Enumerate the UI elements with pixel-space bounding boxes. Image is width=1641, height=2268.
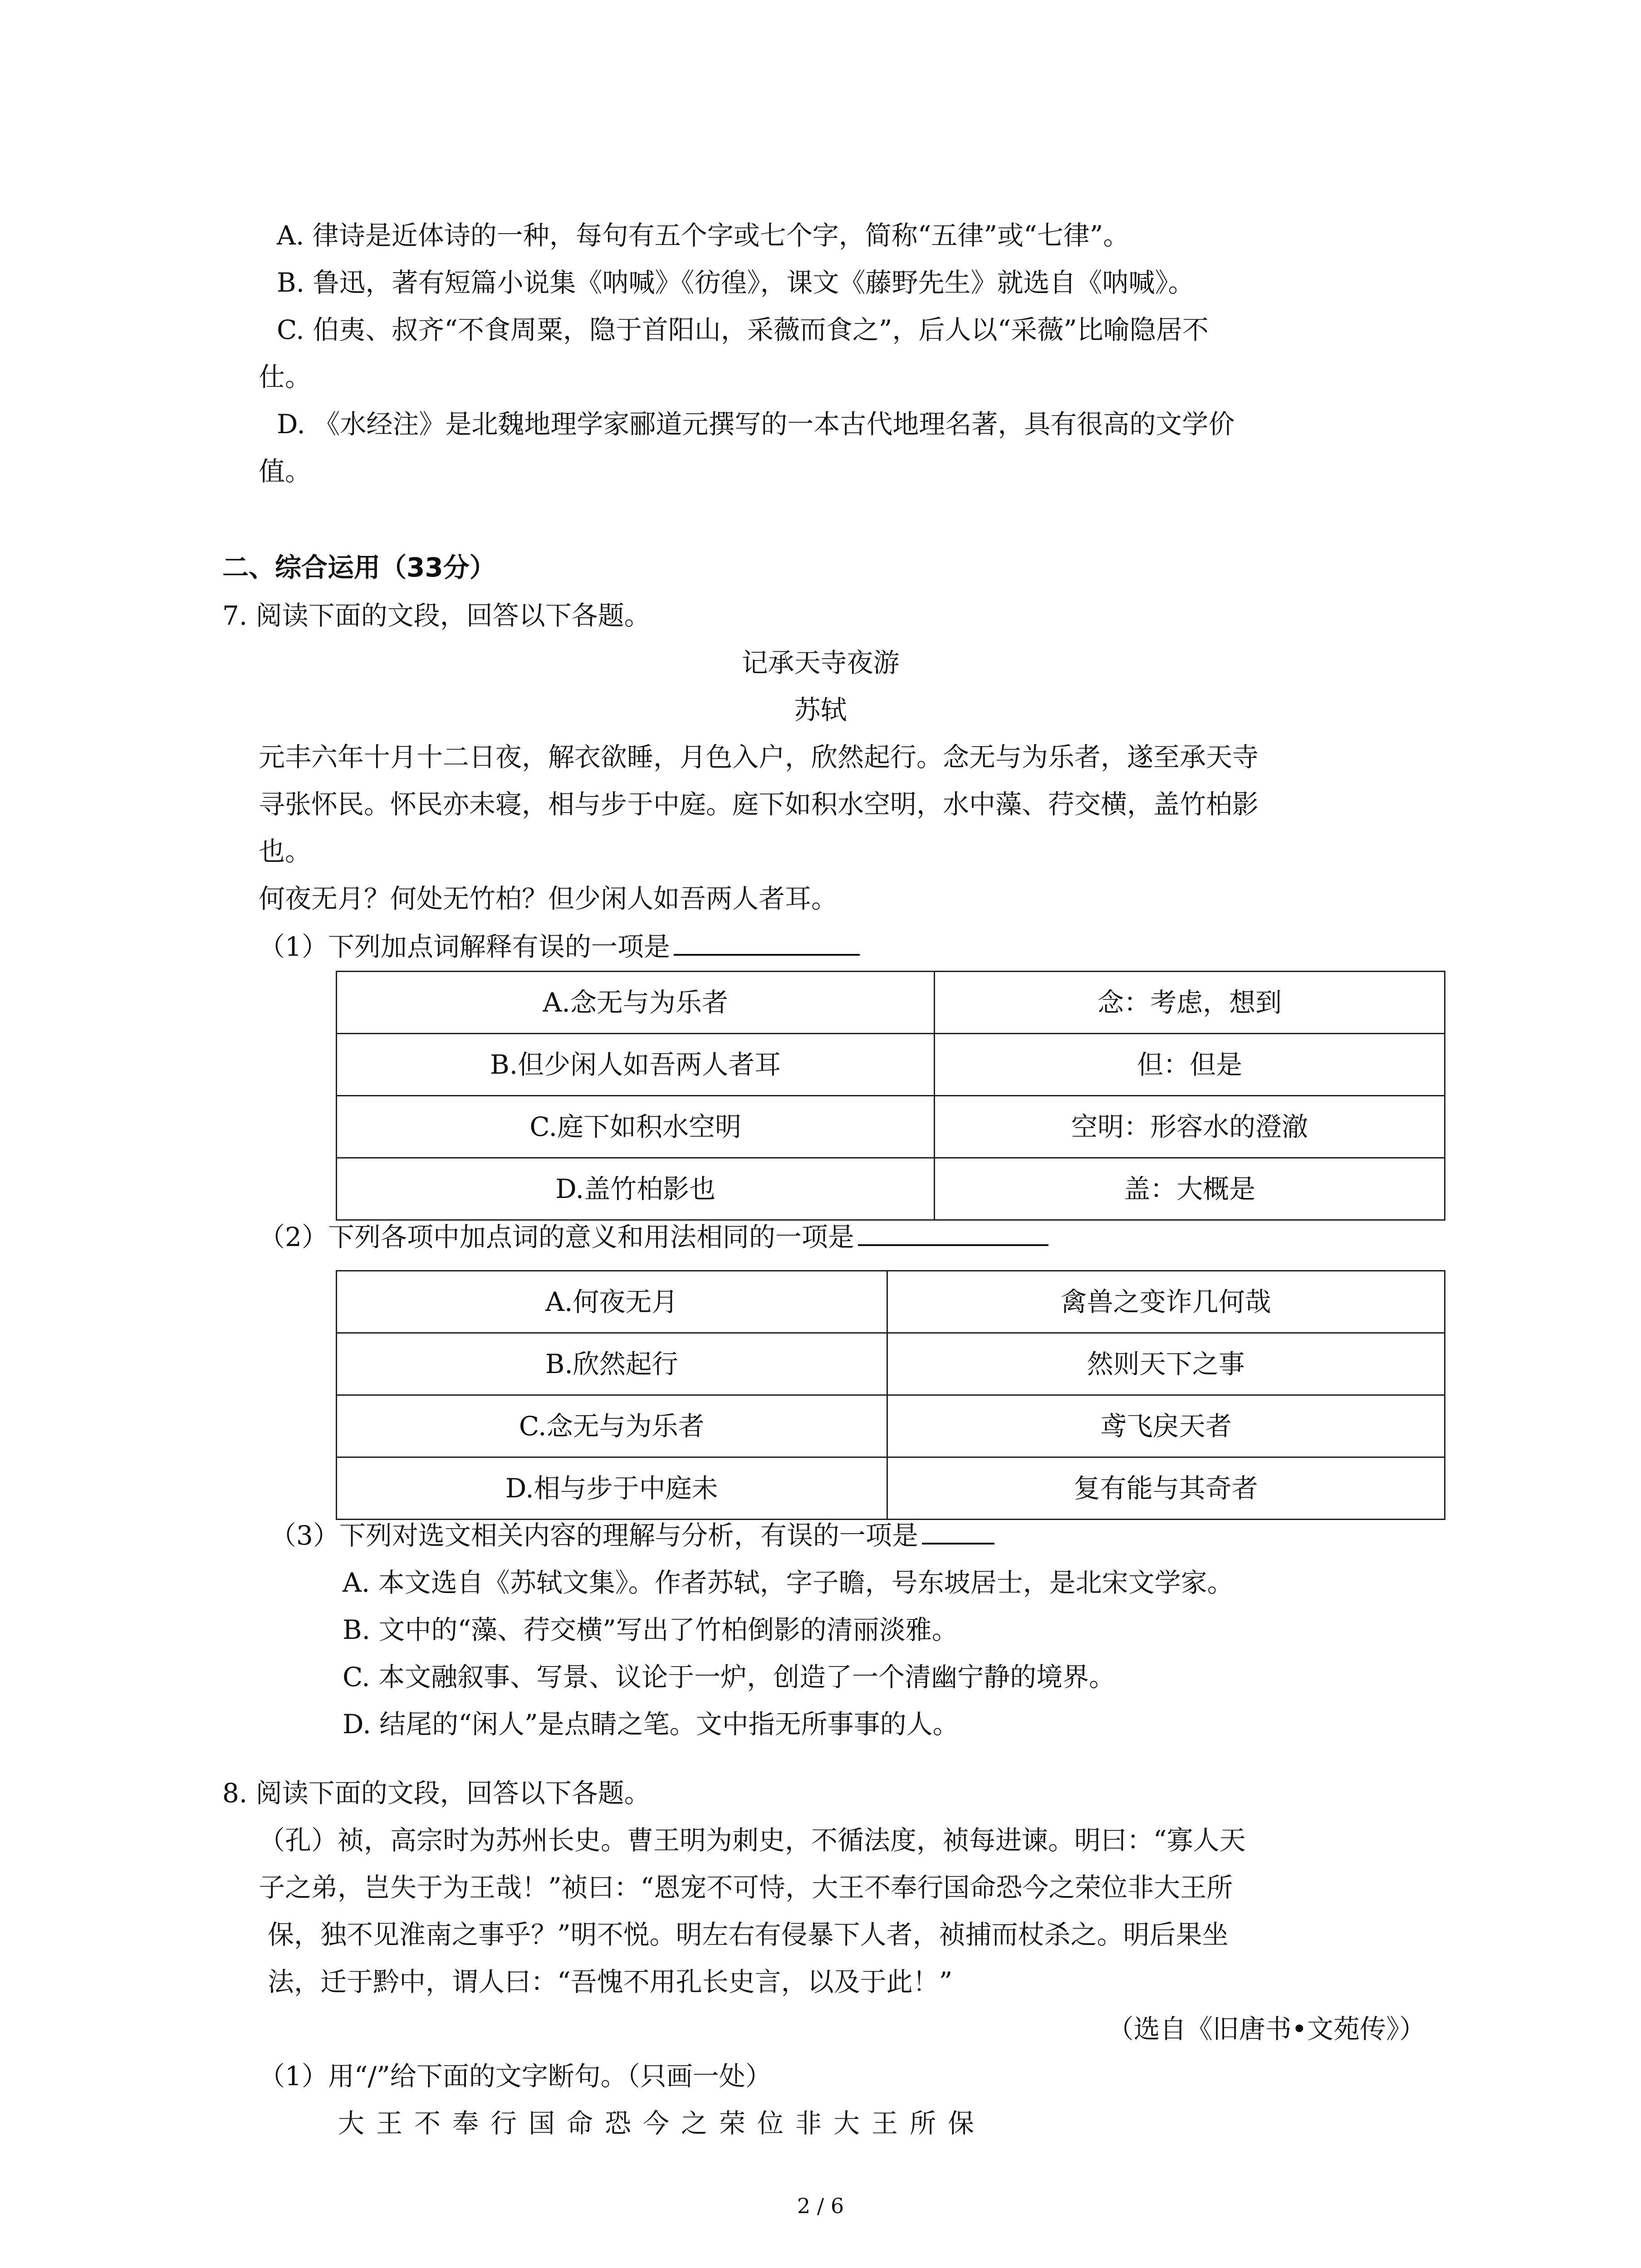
table-row: [337, 1034, 1445, 1096]
prompt-text: （1）下列加点词解释有误的一项是: [259, 931, 670, 962]
q7-sub1-prompt: [259, 931, 860, 962]
table-cell: 禽兽之变诈几何哉: [887, 1271, 1445, 1333]
table-cell: D.相与步于中庭未: [337, 1457, 887, 1520]
passage-line: 保，独不见淮南之事乎？”明不悦。明左右有侵暴下人者，祯捕而杖杀之。明后果坐: [268, 1919, 1229, 1950]
q8-sub1-text: 大王不奉行国命恐今之荣位非大王所保: [338, 2108, 986, 2139]
table-cell: C.庭下如积水空明: [337, 1096, 935, 1158]
option-letter: C.: [277, 314, 304, 345]
table-cell: 盖：大概是: [935, 1158, 1445, 1220]
q6-option-c-continued: 仕。: [259, 362, 312, 392]
q7-stem: 7. 阅读下面的文段，回答以下各题。: [222, 600, 651, 631]
q7-sub3-option-d: D. 结尾的“闲人”是点睛之笔。文中指无所事事的人。: [343, 1709, 959, 1740]
passage-line: （孔）祯，高宗时为苏州长史。曹王明为刺史，不循法度，祯每进谏。明曰：“寡人天: [259, 1825, 1246, 1856]
option-letter: A.: [277, 220, 304, 251]
q7-sub1-table: [336, 971, 1445, 1221]
table-cell: A.念无与为乐者: [337, 972, 935, 1034]
passage-line: 法，迁于黔中，谓人曰：“吾愧不用孔长史言，以及于此！”: [268, 1966, 953, 1997]
option-text: 律诗是近体诗的一种，每句有五个字或七个字，简称“五律”或“七律”。: [312, 220, 1130, 251]
prompt-text: （2）下列各项中加点词的意义和用法相同的一项是: [259, 1222, 854, 1252]
table-cell: 空明：形容水的澄澈: [935, 1096, 1445, 1158]
table-row: [337, 1457, 1445, 1520]
table-row: [337, 1271, 1445, 1333]
option-letter: D.: [277, 409, 305, 440]
q6-option-b: [277, 269, 1195, 296]
passage-author: 苏轼: [794, 694, 847, 725]
passage-line: 子之弟，岂失于为王哉！”祯曰：“恩宠不可恃，大王不奉行国命恐今之荣位非大王所: [259, 1872, 1233, 1903]
answer-blank[interactable]: [858, 1240, 1048, 1246]
table-cell: A.何夜无月: [337, 1271, 887, 1333]
q6-option-d: [277, 409, 1235, 440]
table-cell: 复有能与其奇者: [887, 1457, 1445, 1520]
table-row: [337, 1158, 1445, 1220]
table-cell: C.念无与为乐者: [337, 1395, 887, 1457]
q6-option-c: [277, 314, 1209, 345]
q7-sub2-prompt: [259, 1224, 1048, 1250]
q7-sub3-option-a: A. 本文选自《苏轼文集》。作者苏轼，字子瞻，号东坡居士，是北宋文学家。: [343, 1567, 1234, 1598]
q7-sub2-table: [336, 1270, 1445, 1520]
passage-line: 寻张怀民。怀民亦未寝，相与步于中庭。庭下如积水空明，水中藻、荇交横，盖竹柏影: [259, 789, 1259, 820]
passage-line: 元丰六年十月十二日夜，解衣欲睡，月色入户，欣然起行。念无与为乐者，遂至承天寺: [259, 742, 1259, 772]
q8-stem: 8. 阅读下面的文段，回答以下各题。: [222, 1778, 651, 1809]
page-number: 2 / 6: [797, 2194, 844, 2218]
table-cell: 然则天下之事: [887, 1333, 1445, 1395]
table-cell: B.欣然起行: [337, 1333, 887, 1395]
table-row: [337, 1096, 1445, 1158]
passage-title: 记承天寺夜游: [741, 647, 900, 678]
table-cell: D.盖竹柏影也: [337, 1158, 935, 1220]
option-text: 鲁迅，著有短篇小说集《呐喊》《彷徨》，课文《藤野先生》就选自《呐喊》。: [313, 267, 1195, 298]
passage-line: 何夜无月？何处无竹柏？但少闲人如吾两人者耳。: [259, 883, 838, 914]
option-text: 伯夷、叔齐“不食周粟，隐于首阳山，采薇而食之”，后人以“采薇”比喻隐居不: [313, 314, 1209, 345]
q7-sub3-option-b: B. 文中的“藻、荇交横”写出了竹柏倒影的清丽淡雅。: [343, 1614, 958, 1645]
table-row: [337, 972, 1445, 1034]
passage-source: （选自《旧唐书•文苑传》）: [1107, 2014, 1425, 2044]
q6-option-a: [277, 222, 1129, 249]
table-cell: B.但少闲人如吾两人者耳: [337, 1034, 935, 1096]
table-row: [337, 1333, 1445, 1395]
option-letter: B.: [277, 267, 305, 298]
q7-sub3-option-c: C. 本文融叙事、写景、议论于一炉，创造了一个清幽宁静的境界。: [343, 1662, 1116, 1692]
table-cell: 鸢飞戾天者: [887, 1395, 1445, 1457]
q7-sub3-prompt: [270, 1522, 994, 1549]
table-row: [337, 1395, 1445, 1457]
option-text: 《水经注》是北魏地理学家郦道元撰写的一本古代地理名著，具有很高的文学价: [314, 409, 1235, 440]
table-cell: 但：但是: [935, 1034, 1445, 1096]
table-cell: 念：考虑，想到: [935, 972, 1445, 1034]
answer-blank[interactable]: [674, 949, 860, 956]
prompt-text: （3）下列对选文相关内容的理解与分析，有误的一项是: [270, 1520, 918, 1551]
q6-option-d-continued: 值。: [259, 456, 312, 487]
section-heading: 二、综合运用（33分）: [222, 552, 496, 583]
q8-sub1-prompt: （1）用“/”给下面的文字断句。（只画一处）: [259, 2061, 772, 2092]
answer-blank[interactable]: [922, 1538, 994, 1545]
passage-line: 也。: [259, 836, 312, 867]
